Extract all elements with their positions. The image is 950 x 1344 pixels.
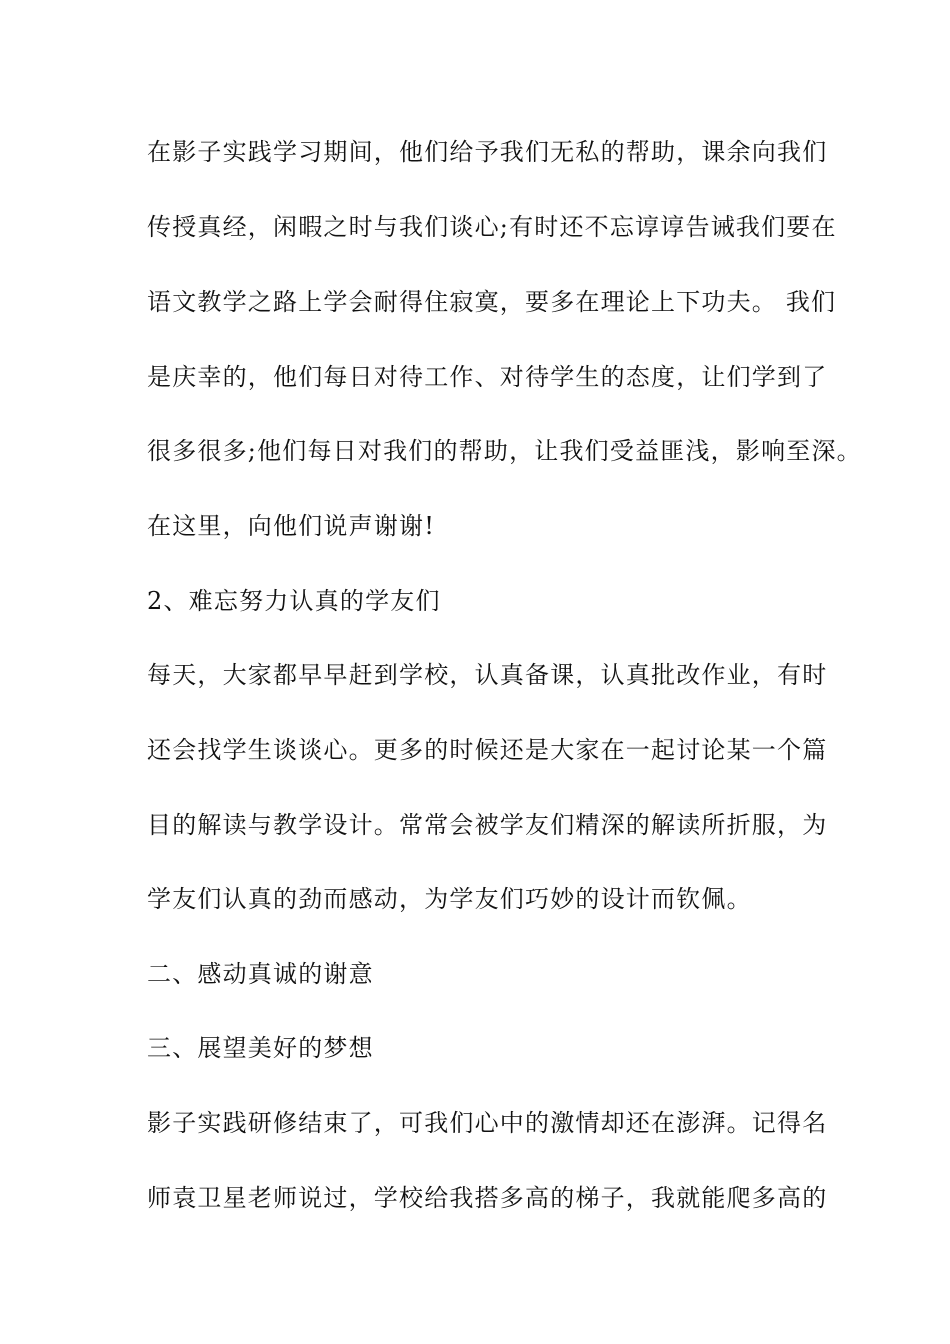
paragraph-line: 在影子实践学习期间，他们给予我们无私的帮助，课余向我们 — [147, 138, 828, 166]
paragraph-line: 每天，大家都早早赶到学校，认真备课，认真批改作业，有时 — [147, 661, 828, 689]
paragraph-line: 语文教学之路上学会耐得住寂寞，要多在理论上下功夫。 我们 — [147, 288, 837, 316]
paragraph-line: 很多很多;他们每日对我们的帮助，让我们受益匪浅，影响至深。 — [147, 437, 862, 465]
section-heading: 2、难忘努力认真的学友们 — [147, 587, 441, 615]
paragraph-line: 学友们认真的劲而感动，为学友们巧妙的设计而钦佩。 — [147, 885, 752, 913]
section-heading: 三、展望美好的梦想 — [147, 1034, 374, 1062]
paragraph-line: 在这里，向他们说声谢谢! — [147, 512, 436, 540]
paragraph-line: 是庆幸的，他们每日对待工作、对待学生的态度，让们学到了 — [147, 363, 828, 391]
paragraph-line: 师袁卫星老师说过，学校给我搭多高的梯子，我就能爬多高的 — [147, 1184, 828, 1212]
paragraph-line: 影子实践研修结束了，可我们心中的激情却还在澎湃。记得名 — [147, 1109, 828, 1137]
section-heading: 二、感动真诚的谢意 — [147, 960, 374, 988]
paragraph-line: 目的解读与教学设计。常常会被学友们精深的解读所折服，为 — [147, 811, 828, 839]
paragraph-line: 还会找学生谈谈心。更多的时候还是大家在一起讨论某一个篇 — [147, 736, 828, 764]
paragraph-line: 传授真经，闲暇之时与我们谈心;有时还不忘谆谆告诫我们要在 — [147, 213, 837, 241]
